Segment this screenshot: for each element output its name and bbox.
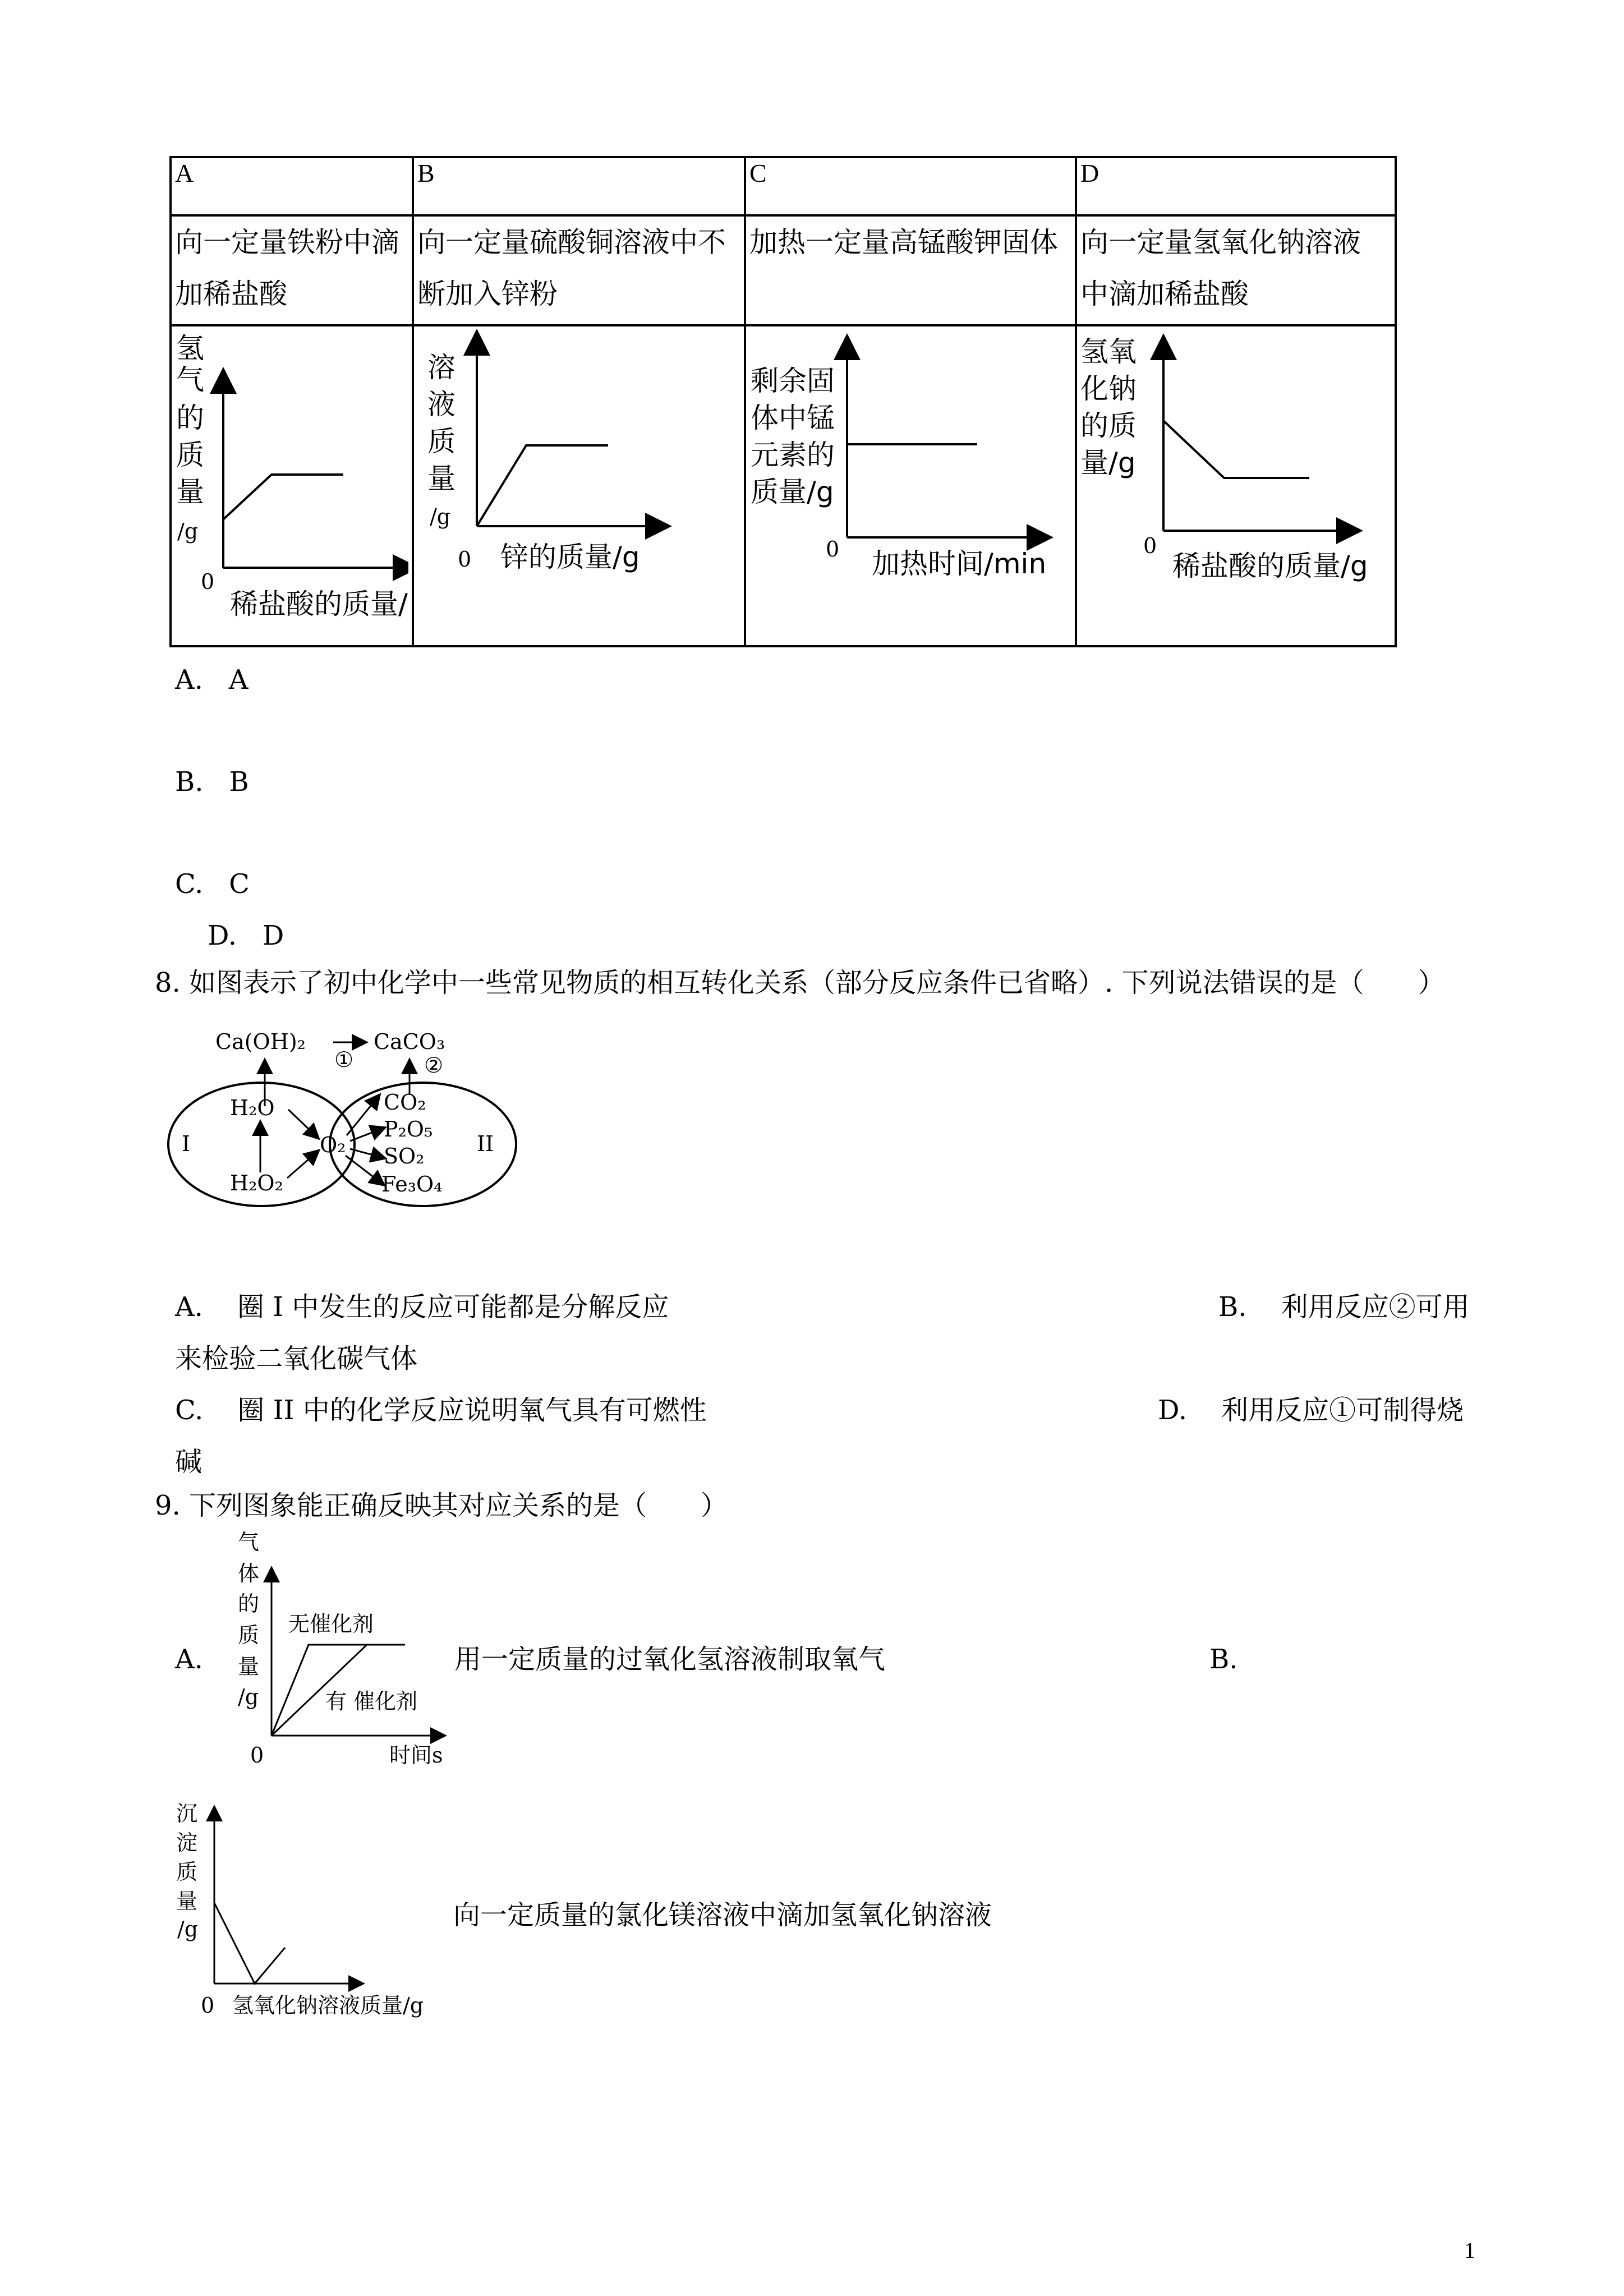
q8-option-b-text: 利用反应②可用 [1281, 1291, 1470, 1323]
header-b: B [417, 159, 435, 187]
circle-i-label: I [182, 1131, 191, 1156]
q7-option-c-letter: C. [175, 868, 204, 900]
graph-cell-d [1076, 325, 1396, 646]
q8-diagram [157, 1010, 539, 1223]
q7-option-a-text: A [228, 664, 249, 696]
desc-a-line1: 向一定量铁粉中滴 [175, 226, 399, 259]
graph-cell-a [171, 325, 413, 646]
desc-cell-b [413, 215, 745, 325]
header-d: D [1080, 159, 1099, 187]
page-number: 1 [1464, 2238, 1475, 2263]
graph-c-ylabel-0: 剩余固 [751, 365, 835, 397]
caoh2-label: Ca(OH)₂ [215, 1029, 306, 1054]
q9-option-b-text: 向一定质量的氯化镁溶液中滴加氢氧化钠溶液 [453, 1899, 992, 1931]
q9-option-a-text: 用一定质量的过氧化氢溶液制取氧气 [454, 1644, 886, 1675]
p2o5-label: P₂O₅ [384, 1117, 433, 1142]
so2-label: SO₂ [384, 1144, 425, 1168]
arrow-h2o2-o2 [287, 1154, 314, 1178]
header-c: C [749, 159, 767, 187]
graph-d-origin: 0 [1143, 533, 1157, 558]
desc-b-line2: 断加入锌粉 [417, 278, 558, 310]
q8-option-d-text: 利用反应①可制得烧 [1221, 1395, 1464, 1426]
graph-c-xlabel: 加热时间/min [872, 547, 1047, 580]
q8-option-c-letter: C. [175, 1395, 204, 1426]
q8-option-a[interactable] [175, 1281, 669, 1333]
q8-option-b-letter: B. [1218, 1291, 1247, 1323]
q9b-xlabel: 氢氧化钠溶液质量/g [232, 1993, 424, 2018]
graph-c-ylabel-2: 元素的 [751, 439, 835, 471]
q9-option-b-letter[interactable]: B. [1209, 1644, 1238, 1675]
q9a-line1-label: 无催化剂 [288, 1612, 374, 1636]
q8-option-c-text: 圈 II 中的化学反应说明氧气具有可燃性 [237, 1395, 707, 1426]
graph-b [417, 326, 740, 641]
desc-cell-d [1076, 215, 1396, 325]
graph-d-ylabel-3: 量/g [1080, 447, 1136, 479]
q7-option-c-text: C [229, 868, 250, 900]
question7-table [169, 156, 1397, 647]
q7-option-b-text: B [229, 766, 249, 798]
desc-a-line2: 加稀盐酸 [175, 278, 287, 310]
q9b-line [214, 1903, 285, 1984]
q8-option-a-letter: A. [175, 1291, 203, 1323]
marker-2: ② [424, 1053, 444, 1078]
q9a-ylabel-0: 气 [238, 1530, 260, 1554]
graph-d-line [1163, 421, 1309, 478]
q8-option-b-wrap: 来检验二氧化碳气体 [175, 1343, 418, 1374]
co2-label: CO₂ [384, 1090, 426, 1115]
graph-a-ylabel-4: 量 [176, 476, 204, 508]
q7-option-a[interactable] [175, 654, 248, 706]
header-cell-c [745, 157, 1076, 215]
header-cell-d [1076, 157, 1396, 215]
q9a-ylabel-4: 量 [238, 1654, 260, 1679]
q8-option-d[interactable] [1158, 1384, 1464, 1436]
graph-c-origin: 0 [826, 537, 840, 562]
q9b-ylabel-0: 沉 [176, 1801, 198, 1826]
q9a-line2-label: 有 催化剂 [325, 1689, 418, 1714]
q7-option-a-letter: A. [175, 664, 203, 696]
graph-c-ylabel-1: 体中锰 [751, 402, 835, 434]
q8-option-d-wrap: 碱 [175, 1446, 203, 1478]
q7-option-b[interactable] [175, 756, 249, 808]
caco3-label: CaCO₃ [374, 1029, 445, 1054]
q7-option-c[interactable] [175, 858, 250, 910]
arrow-o2-fe3o4 [346, 1156, 379, 1181]
graph-a-ylabel-3: 质 [176, 439, 204, 471]
graph-a-ylabel-1: 气 [176, 364, 204, 396]
q9b-origin: 0 [201, 1993, 215, 2018]
q9b-ylabel-2: 质 [176, 1860, 198, 1884]
q7-option-d[interactable] [208, 910, 284, 961]
o2-label: O₂ [320, 1133, 346, 1157]
graph-b-ylabel-2: 质 [427, 425, 456, 458]
q9b-ylabel-1: 淀 [176, 1830, 198, 1855]
graph-b-ylabel-0: 溶 [427, 351, 456, 384]
graph-c [749, 326, 1071, 641]
q9-graph-b [166, 1793, 480, 2028]
q9a-ylabel-3: 质 [238, 1623, 260, 1648]
q9a-ylabel-5: /g [238, 1685, 259, 1709]
graph-b-ylabel-4: /g [430, 504, 451, 529]
graph-d [1080, 326, 1391, 641]
q9a-ylabel-2: 的 [238, 1591, 260, 1616]
graph-c-ylabel-3: 质量/g [751, 476, 834, 508]
graph-a-ylabel-2: 的 [176, 402, 204, 434]
h2o2-label: H₂O₂ [230, 1171, 283, 1195]
q9a-ylabel-1: 体 [238, 1561, 260, 1586]
q8-stem: 8. 如图表示了初中化学中一些常见物质的相互转化关系（部分反应条件已省略）. 下列说法错误的是（ ） [155, 967, 1445, 999]
marker-1: ① [334, 1047, 354, 1072]
graph-a-ylabel-5: /g [177, 519, 199, 544]
fe3o4-label: Fe₃O₄ [381, 1172, 443, 1197]
graph-a-origin: 0 [201, 569, 215, 594]
desc-cell-c [745, 215, 1076, 325]
graph-d-xlabel: 稀盐酸的质量/g [1172, 550, 1368, 582]
desc-b-line1: 向一定量硫酸铜溶液中不 [417, 226, 726, 259]
q9-graph-a [227, 1527, 462, 1774]
q9b-ylabel-3: 量 [176, 1889, 198, 1913]
q8-option-d-letter: D. [1158, 1395, 1188, 1426]
circle-ii-label: II [477, 1131, 494, 1156]
q9a-xlabel: 时间s [389, 1743, 443, 1768]
desc-d-line1: 向一定量氢氧化钠溶液 [1080, 226, 1361, 259]
graph-a-ylabel-0: 氢 [176, 332, 204, 365]
graph-a-xlabel: 稀盐酸的质量/ [230, 588, 408, 620]
graph-b-origin: 0 [458, 547, 472, 572]
q8-option-a-text: 圈 I 中发生的反应可能都是分解反应 [237, 1291, 669, 1323]
graph-cell-b [413, 325, 745, 646]
header-a: A [175, 159, 194, 187]
header-cell-b [413, 157, 745, 215]
graph-d-ylabel-1: 化钠 [1080, 372, 1137, 405]
q7-option-d-letter: D. [208, 920, 237, 951]
q7-option-d-text: D [262, 920, 284, 951]
q9a-origin: 0 [250, 1743, 264, 1768]
graph-b-ylabel-1: 液 [427, 388, 456, 421]
graph-d-ylabel-2: 的质 [1080, 409, 1137, 442]
graph-b-line [477, 445, 608, 526]
graph-b-xlabel: 锌的质量/g [500, 541, 640, 573]
desc-c-line1: 加热一定量高锰酸钾固体 [749, 226, 1058, 259]
q9-option-a-letter[interactable]: A. [175, 1644, 203, 1675]
graph-d-ylabel-0: 氢氧 [1080, 335, 1137, 368]
q9-stem: 9. 下列图象能正确反映其对应关系的是（ ） [155, 1490, 728, 1521]
graph-cell-c [745, 325, 1076, 646]
h2o-label: H₂O [230, 1096, 275, 1120]
q7-option-b-letter: B. [175, 766, 204, 798]
graph-a-line [223, 475, 343, 519]
arrow-h2o-o2 [288, 1110, 314, 1134]
q8-option-c[interactable] [175, 1384, 707, 1436]
q9b-ylabel-4: /g [177, 1917, 199, 1941]
desc-cell-a [171, 215, 413, 325]
q8-option-b[interactable] [1218, 1281, 1470, 1333]
graph-b-ylabel-3: 量 [427, 462, 456, 495]
desc-d-line2: 中滴加稀盐酸 [1080, 278, 1249, 310]
header-cell-a [171, 157, 413, 215]
graph-a [175, 326, 408, 641]
